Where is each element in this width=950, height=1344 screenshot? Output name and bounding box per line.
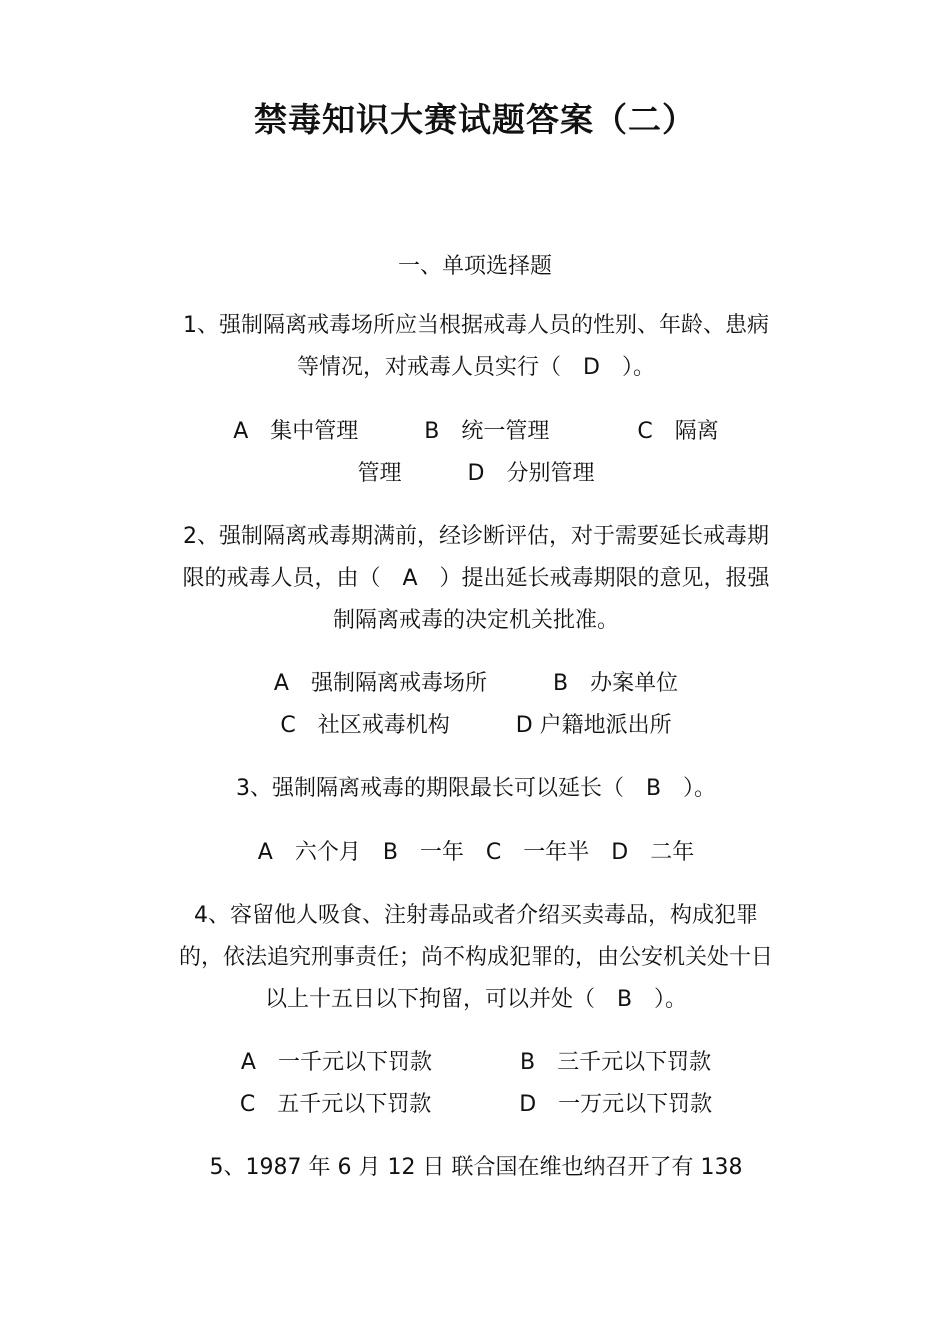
- question-3-options: A 六个月 B 一年 C 一年半 D 二年: [257, 840, 695, 865]
- question-4-stem: 4、容留他人吸食、注射毒品或者介绍买卖毒品，构成犯罪的，依法追究刑事责任；尚不构成犯罪的，由公安机关处十日以上十五日以下拘留，可以并处（ B ）。: [178, 903, 773, 1012]
- question-1-options-line-2: 管理 D 分别管理: [357, 461, 595, 486]
- question-3-stem: 3、强制隔离戒毒的期限最长可以延长（ B ）。: [235, 776, 717, 801]
- question-4-options-line-1: A 一千元以下罚款 B 三千元以下罚款: [240, 1050, 712, 1075]
- section-heading: 一、单项选择题: [397, 254, 552, 279]
- question-2-options-line-2: C 社区戒毒机构 D 户籍地派出所: [280, 713, 672, 738]
- question-2-options-line-1: A 强制隔离戒毒场所 B 办案单位: [273, 671, 679, 696]
- question-1-stem: 1、强制隔离戒毒场所应当根据戒毒人员的性别、年龄、患病等情况，对戒毒人员实行（ D ）。: [183, 313, 769, 380]
- question-5-stem: 5、1987 年 6 月 12 日 联合国在维也纳召开了有 138: [209, 1155, 743, 1180]
- document-title: 禁毒知识大赛试题答案（二）: [254, 100, 696, 139]
- question-1-options-line-1: A 集中管理 B 统一管理 C 隔离: [233, 419, 719, 444]
- question-4-options-line-2: C 五千元以下罚款 D 一万元以下罚款: [239, 1092, 713, 1117]
- question-2-stem: 2、强制隔离戒毒期满前，经诊断评估，对于需要延长戒毒期限的戒毒人员，由（ A ）提出延长戒毒期限的意见，报强制隔离戒毒的决定机关批准。: [182, 524, 770, 633]
